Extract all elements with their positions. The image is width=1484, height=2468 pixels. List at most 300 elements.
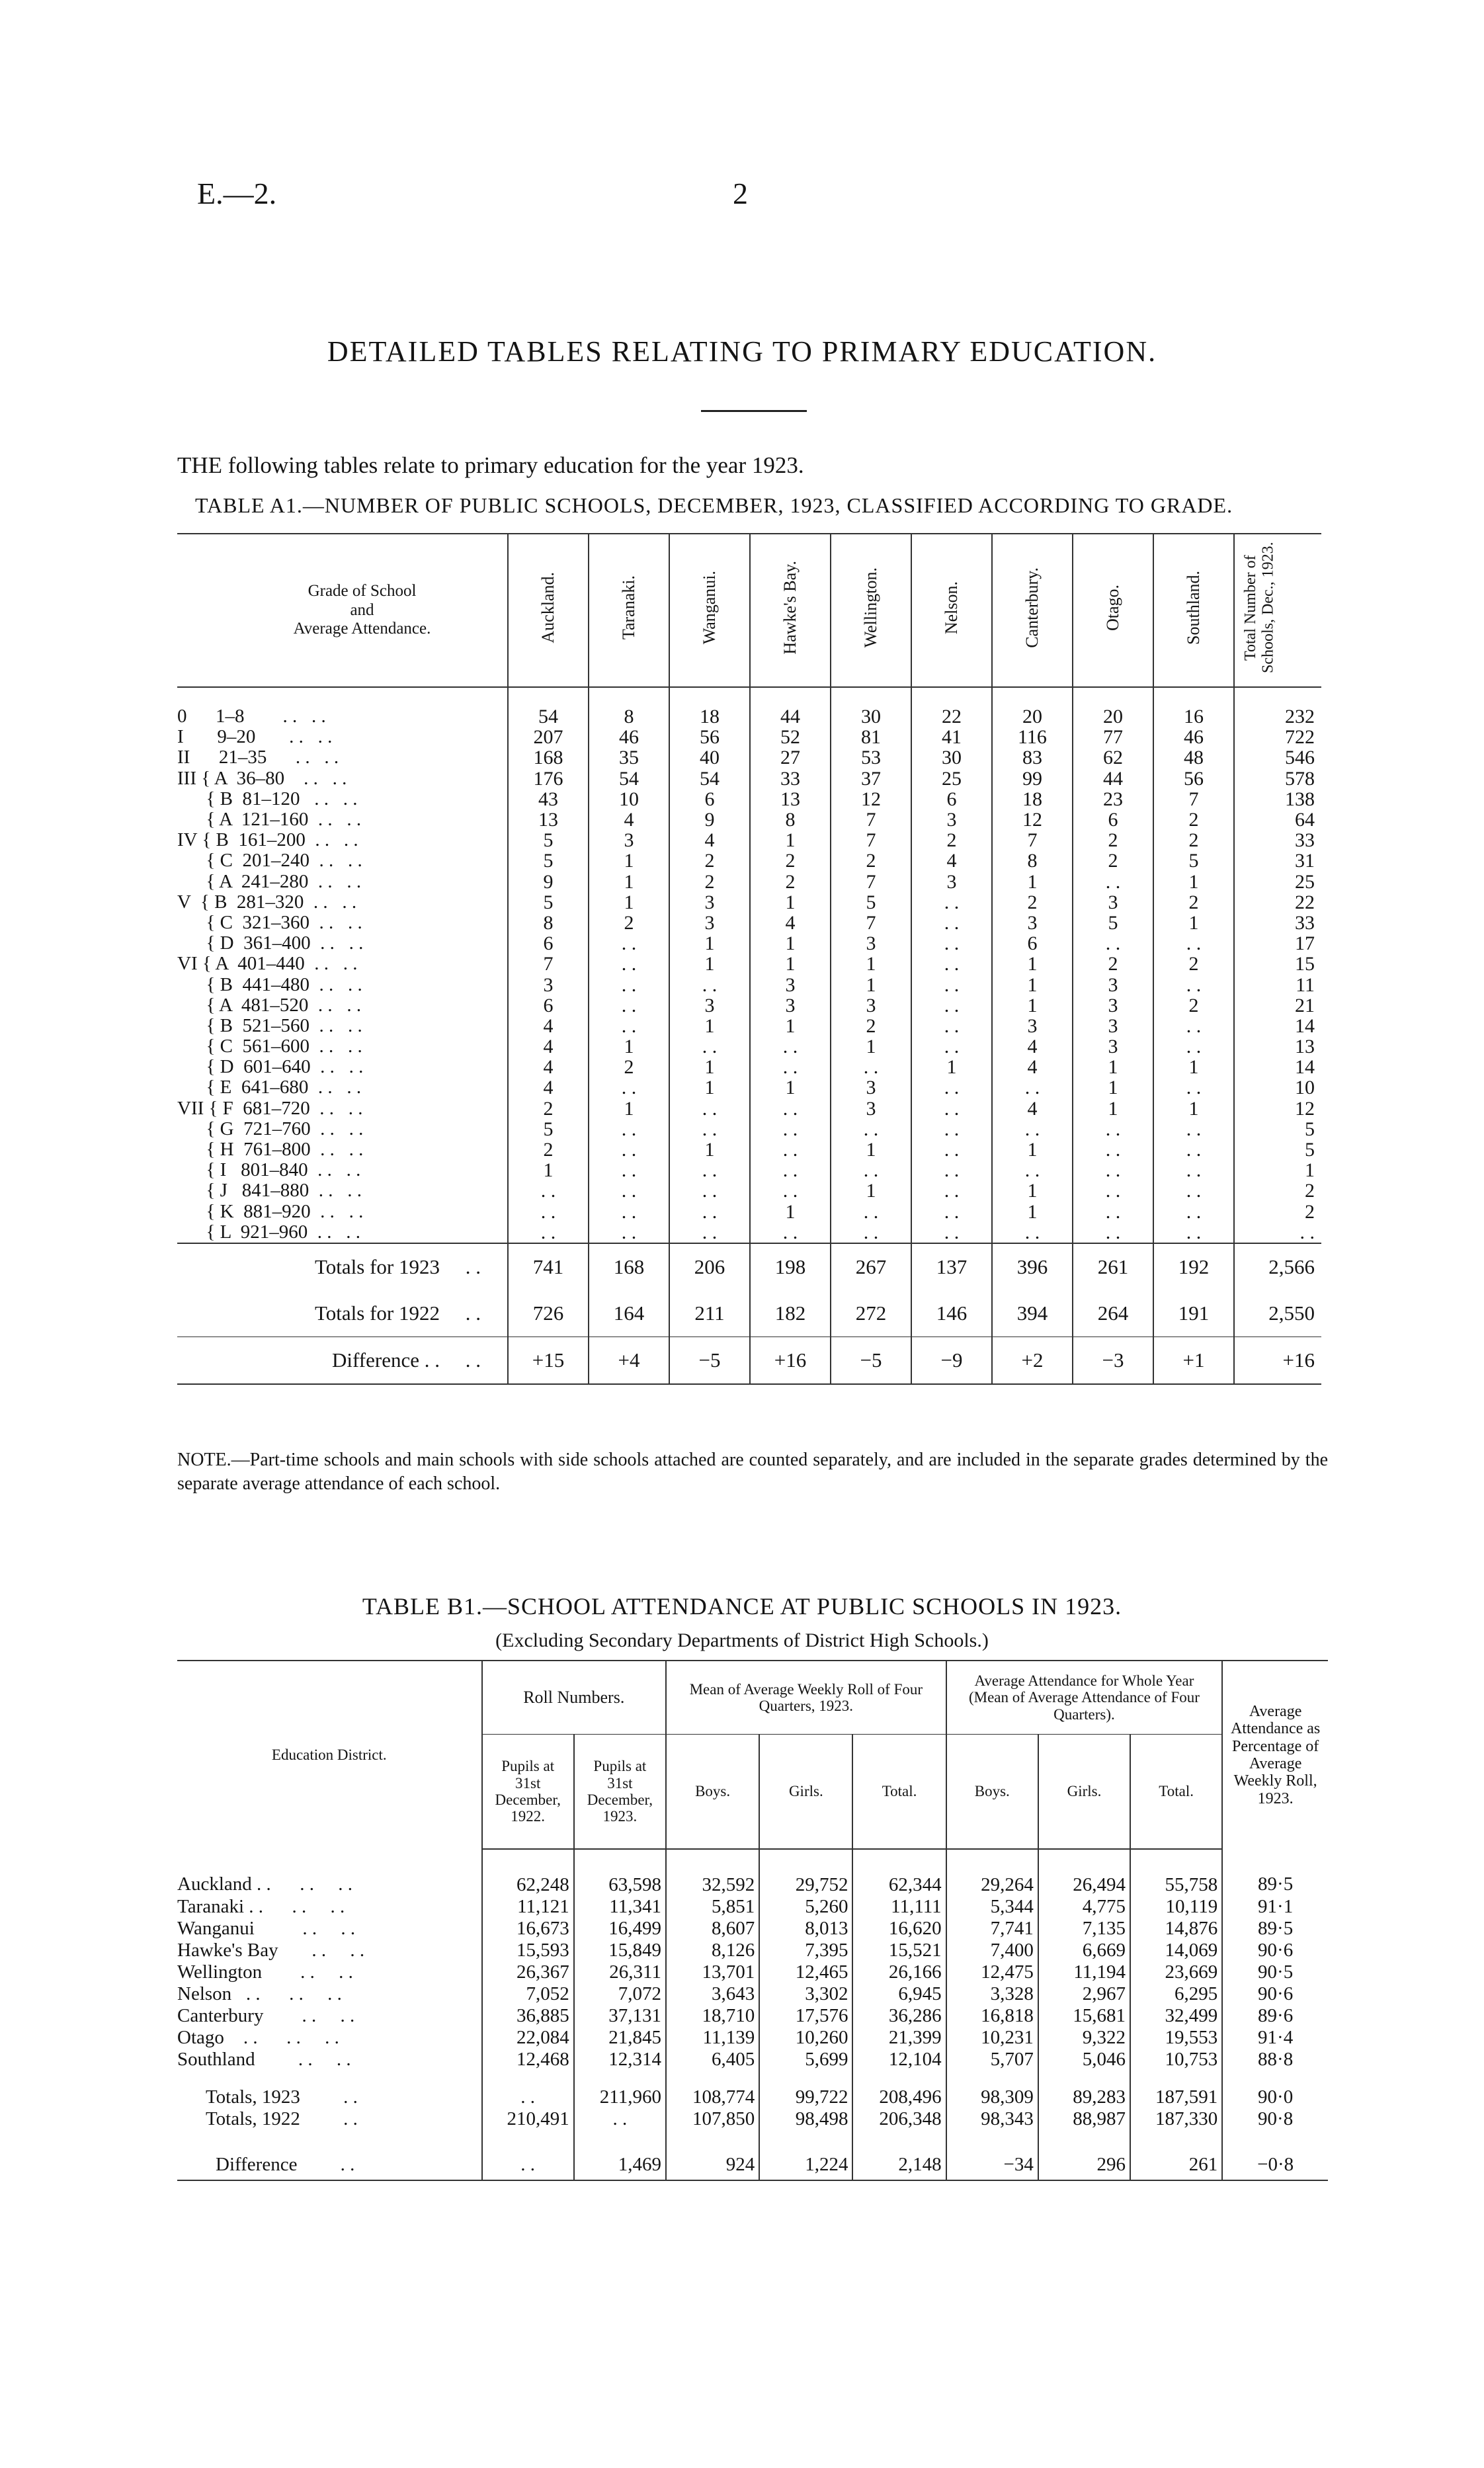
table-cell: 1 bbox=[992, 974, 1073, 995]
table-cell: +2 bbox=[992, 1337, 1073, 1384]
table-cell: 546 bbox=[1234, 747, 1321, 768]
table-row bbox=[177, 1983, 1328, 2004]
table-cell: 187,591 bbox=[1130, 2070, 1222, 2108]
table-cell: 2 bbox=[1234, 1202, 1321, 1222]
table-cell: . . bbox=[750, 1098, 831, 1119]
table-cell: . . bbox=[1153, 1180, 1234, 1201]
table-cell: 41 bbox=[911, 727, 992, 747]
table-cell: . . bbox=[1073, 1139, 1153, 1160]
column-header-label: Wanganui. bbox=[699, 571, 719, 645]
table-cell: 16,818 bbox=[946, 2004, 1038, 2026]
table-cell: 46 bbox=[1153, 727, 1234, 747]
table-cell: 7 bbox=[831, 809, 911, 830]
table-cell: 176 bbox=[508, 768, 589, 789]
table-cell: 14,876 bbox=[1130, 1917, 1222, 1939]
district-header: Education District. bbox=[177, 1661, 482, 1849]
table-cell: 924 bbox=[666, 2129, 759, 2180]
table-cell: 23,669 bbox=[1130, 1961, 1222, 1983]
table-row bbox=[177, 1119, 1321, 1139]
table-cell: 3 bbox=[1073, 995, 1153, 1016]
table-row bbox=[177, 1036, 1321, 1057]
totals-row bbox=[177, 1290, 1321, 1337]
grade-label: { B 521–560 . . . . bbox=[177, 1014, 362, 1036]
table-cell: 1 bbox=[992, 995, 1073, 1016]
table-cell: 191 bbox=[1153, 1290, 1234, 1337]
grade-label: { A 241–280 . . . . bbox=[177, 870, 362, 892]
district-label: Southland . . . . bbox=[177, 2048, 351, 2070]
table-row bbox=[177, 2004, 1328, 2026]
table-cell: 21,399 bbox=[852, 2026, 946, 2048]
table-cell: 1 bbox=[831, 974, 911, 995]
table-cell: 63,598 bbox=[574, 1849, 666, 1895]
table-cell: 2 bbox=[1153, 892, 1234, 913]
table-b1-body bbox=[177, 1849, 1328, 2180]
table-cell: 4 bbox=[750, 913, 831, 933]
table-cell: 15 bbox=[1234, 954, 1321, 974]
column-header bbox=[508, 534, 589, 687]
table-cell: . . bbox=[831, 1202, 911, 1222]
table-cell: 99 bbox=[992, 768, 1073, 789]
table-row bbox=[177, 1160, 1321, 1180]
table-cell: . . bbox=[992, 1160, 1073, 1180]
table-cell: 3 bbox=[508, 974, 589, 995]
table-cell: 22 bbox=[1234, 892, 1321, 913]
table-cell: 187,330 bbox=[1130, 2108, 1222, 2129]
table-cell: 25 bbox=[1234, 872, 1321, 892]
table-cell: 2 bbox=[750, 850, 831, 871]
table-row bbox=[177, 974, 1321, 995]
table-cell: . . bbox=[750, 1160, 831, 1180]
table-cell: 33 bbox=[750, 768, 831, 789]
table-cell: 2 bbox=[1234, 1180, 1321, 1201]
average-attendance-header: Average Attendance for Whole Year (Mean of Average Attendance of Four Quarters). bbox=[946, 1661, 1223, 1735]
table-cell: 5 bbox=[508, 1119, 589, 1139]
table-cell: . . bbox=[911, 1222, 992, 1243]
table-row bbox=[177, 809, 1321, 830]
table-row bbox=[177, 1139, 1321, 1160]
table-cell: . . bbox=[589, 1139, 669, 1160]
table-cell: . . bbox=[1153, 1077, 1234, 1098]
table-cell: 12 bbox=[1234, 1098, 1321, 1119]
table-cell: 5 bbox=[508, 830, 589, 850]
table-cell: 2 bbox=[508, 1139, 589, 1160]
table-row bbox=[177, 1077, 1321, 1098]
table-cell: . . bbox=[992, 1119, 1073, 1139]
column-header bbox=[1234, 534, 1321, 687]
table-cell: 3 bbox=[589, 830, 669, 850]
table-cell: 1 bbox=[992, 954, 1073, 974]
table-row bbox=[177, 892, 1321, 913]
table-cell: 16,673 bbox=[482, 1917, 574, 1939]
table-cell: 11,139 bbox=[666, 2026, 759, 2048]
table-cell: 2 bbox=[1153, 809, 1234, 830]
table-cell: 31 bbox=[1234, 850, 1321, 871]
table-cell: 3 bbox=[831, 1077, 911, 1098]
table-cell: 62,248 bbox=[482, 1849, 574, 1895]
sub-header: Pupils at 31st December, 1923. bbox=[574, 1735, 666, 1850]
table-cell: 6,945 bbox=[852, 1983, 946, 2004]
totals-label: Totals, 1922 . . bbox=[177, 2108, 358, 2129]
grade-label: { D 601–640 . . . . bbox=[177, 1056, 364, 1078]
table-cell: 56 bbox=[1153, 768, 1234, 789]
table-cell: 26,367 bbox=[482, 1961, 574, 1983]
table-cell: 46 bbox=[589, 727, 669, 747]
table-cell: 1 bbox=[750, 1202, 831, 1222]
table-cell: 62,344 bbox=[852, 1849, 946, 1895]
percentage-header: Average Attendance as Percentage of Average Weekly Roll, 1923. bbox=[1222, 1661, 1328, 1849]
table-cell: 1 bbox=[589, 850, 669, 871]
table-cell: −9 bbox=[911, 1337, 992, 1384]
table-cell: 5 bbox=[1234, 1119, 1321, 1139]
table-cell: 4 bbox=[992, 1036, 1073, 1057]
table-cell: 5 bbox=[1153, 850, 1234, 871]
table-cell: 1 bbox=[589, 872, 669, 892]
table-cell: 83 bbox=[992, 747, 1073, 768]
table-row bbox=[177, 727, 1321, 747]
table-cell: 33 bbox=[1234, 830, 1321, 850]
table-cell: 4 bbox=[508, 1077, 589, 1098]
table-cell: 206,348 bbox=[852, 2108, 946, 2129]
table-cell: . . bbox=[831, 1222, 911, 1243]
table-cell: 1 bbox=[750, 1016, 831, 1036]
table-row bbox=[177, 768, 1321, 789]
table-cell: 64 bbox=[1234, 809, 1321, 830]
table-cell: −5 bbox=[831, 1337, 911, 1384]
table-cell: . . bbox=[589, 1119, 669, 1139]
table-cell: 1,224 bbox=[759, 2129, 852, 2180]
table-cell: 3 bbox=[669, 995, 750, 1016]
grade-label: 0 1–8 . . . . bbox=[177, 706, 326, 727]
table-cell: 13 bbox=[508, 809, 589, 830]
table-cell: 20 bbox=[992, 687, 1073, 727]
table-cell: 48 bbox=[1153, 747, 1234, 768]
grade-label: { H 761–800 . . . . bbox=[177, 1139, 364, 1161]
district-label: Otago . . . . . . bbox=[177, 2026, 339, 2048]
table-cell: 4 bbox=[589, 809, 669, 830]
table-cell: 98,343 bbox=[946, 2108, 1038, 2129]
table-cell: 2,967 bbox=[1038, 1983, 1130, 2004]
table-cell: . . bbox=[911, 1016, 992, 1036]
table-cell: 62 bbox=[1073, 747, 1153, 768]
table-cell: 3 bbox=[1073, 974, 1153, 995]
table-cell: 6 bbox=[508, 933, 589, 954]
table-cell: 22,084 bbox=[482, 2026, 574, 2048]
table-cell: 12,465 bbox=[759, 1961, 852, 1983]
table-cell: 6,669 bbox=[1038, 1939, 1130, 1961]
grade-label: { C 201–240 . . . . bbox=[177, 850, 362, 872]
column-header-label: Total Number of Schools, Dec., 1923. bbox=[1241, 542, 1276, 674]
table-cell: 1 bbox=[1073, 1057, 1153, 1077]
table-b1-title: TABLE B1.—SCHOOL ATTENDANCE AT PUBLIC SCHOOLS IN 1923. bbox=[362, 1593, 1122, 1620]
difference-row bbox=[177, 1337, 1321, 1384]
table-cell: 9 bbox=[669, 809, 750, 830]
table-cell: 54 bbox=[669, 768, 750, 789]
table-cell: 16,499 bbox=[574, 1917, 666, 1939]
table-cell: . . bbox=[750, 1222, 831, 1243]
table-cell: +16 bbox=[750, 1337, 831, 1384]
table-cell: 2 bbox=[1153, 954, 1234, 974]
table-cell: . . bbox=[1153, 974, 1234, 995]
table-cell: . . bbox=[831, 1160, 911, 1180]
table-cell: 7 bbox=[831, 913, 911, 933]
table-cell: 5,707 bbox=[946, 2048, 1038, 2070]
table-cell: 77 bbox=[1073, 727, 1153, 747]
table-cell: 722 bbox=[1234, 727, 1321, 747]
table-cell: . . bbox=[669, 1160, 750, 1180]
table-a1-title: TABLE A1.—NUMBER OF PUBLIC SCHOOLS, DECEMBER, 1923, CLASSIFIED ACCORDING TO GRADE. bbox=[195, 493, 1233, 517]
table-cell: −5 bbox=[669, 1337, 750, 1384]
table-cell: 43 bbox=[508, 789, 589, 809]
table-cell: 11,111 bbox=[852, 1895, 946, 1917]
table-cell: 1 bbox=[992, 1180, 1073, 1201]
table-cell: 88,987 bbox=[1038, 2108, 1130, 2129]
column-header bbox=[669, 534, 750, 687]
table-cell: . . bbox=[589, 1077, 669, 1098]
table-cell: 11,341 bbox=[574, 1895, 666, 1917]
table-row bbox=[177, 1917, 1328, 1939]
table-cell: 4 bbox=[992, 1098, 1073, 1119]
column-header-label: Taranaki. bbox=[618, 575, 638, 640]
table-cell: . . bbox=[508, 1222, 589, 1243]
table-cell: 33 bbox=[1234, 913, 1321, 933]
totals-label: Totals, 1923 . . bbox=[177, 2086, 358, 2108]
table-cell: 3 bbox=[831, 1098, 911, 1119]
table-cell: 90·0 bbox=[1222, 2070, 1328, 2108]
table-row bbox=[177, 995, 1321, 1016]
table-cell: 4 bbox=[508, 1057, 589, 1077]
table-cell: 98,309 bbox=[946, 2070, 1038, 2108]
table-cell: 5,260 bbox=[759, 1895, 852, 1917]
table-row bbox=[177, 954, 1321, 974]
table-cell: 578 bbox=[1234, 768, 1321, 789]
table-cell: 3 bbox=[750, 995, 831, 1016]
table-cell: 89·5 bbox=[1222, 1917, 1328, 1939]
table-cell: 210,491 bbox=[482, 2108, 574, 2129]
table-cell: 1 bbox=[589, 1098, 669, 1119]
column-header bbox=[831, 534, 911, 687]
table-cell: 3,643 bbox=[666, 1983, 759, 2004]
table-row bbox=[177, 1016, 1321, 1036]
district-label: Nelson . . . . . . bbox=[177, 1983, 342, 2004]
table-cell: . . bbox=[831, 1057, 911, 1077]
table-cell: 98,498 bbox=[759, 2108, 852, 2129]
district-label: Wellington . . . . bbox=[177, 1961, 353, 1983]
table-cell: . . bbox=[992, 1077, 1073, 1098]
table-cell: 29,752 bbox=[759, 1849, 852, 1895]
table-cell: . . bbox=[589, 1202, 669, 1222]
table-row bbox=[177, 1057, 1321, 1077]
grade-label: IV { B 161–200 . . . . bbox=[177, 829, 358, 851]
column-header-label: Southland. bbox=[1183, 571, 1203, 645]
table-cell: 1 bbox=[750, 933, 831, 954]
table-cell: 7,135 bbox=[1038, 1917, 1130, 1939]
table-a1-header-row bbox=[177, 534, 1321, 687]
table-cell: 5 bbox=[508, 850, 589, 871]
grade-label: { C 321–360 . . . . bbox=[177, 911, 362, 933]
table-cell: 1 bbox=[1073, 1098, 1153, 1119]
table-cell: 1 bbox=[669, 1057, 750, 1077]
table-cell: . . bbox=[911, 995, 992, 1016]
table-cell: . . bbox=[1153, 1016, 1234, 1036]
table-cell: 394 bbox=[992, 1290, 1073, 1337]
table-cell: 1 bbox=[669, 933, 750, 954]
table-cell: 25 bbox=[911, 768, 992, 789]
table-cell: 8,013 bbox=[759, 1917, 852, 1939]
table-cell: . . bbox=[669, 1119, 750, 1139]
table-row bbox=[177, 687, 1321, 727]
table-cell: 208,496 bbox=[852, 2070, 946, 2108]
table-cell: 17,576 bbox=[759, 2004, 852, 2026]
table-cell: 5 bbox=[831, 892, 911, 913]
table-cell: 6 bbox=[669, 789, 750, 809]
table-row bbox=[177, 1202, 1321, 1222]
table-cell: 40 bbox=[669, 747, 750, 768]
sub-header: Boys. bbox=[666, 1735, 759, 1850]
table-cell: . . bbox=[1153, 1222, 1234, 1243]
running-header-left: E.—2. bbox=[197, 177, 277, 210]
table-cell: 1 bbox=[589, 892, 669, 913]
table-cell: 4,775 bbox=[1038, 1895, 1130, 1917]
table-cell: . . bbox=[589, 1222, 669, 1243]
table-cell: 13 bbox=[750, 789, 831, 809]
table-cell: . . bbox=[1073, 1202, 1153, 1222]
table-cell: 2 bbox=[1153, 830, 1234, 850]
table-cell: 3 bbox=[1073, 892, 1153, 913]
table-cell: 206 bbox=[669, 1243, 750, 1290]
mean-weekly-roll-header: Mean of Average Weekly Roll of Four Quarters, 1923. bbox=[666, 1661, 946, 1735]
table-cell: . . bbox=[669, 1202, 750, 1222]
table-cell: . . bbox=[589, 1180, 669, 1201]
table-cell: 90·5 bbox=[1222, 1961, 1328, 1983]
table-cell: . . bbox=[750, 1057, 831, 1077]
grade-label: { C 561–600 . . . . bbox=[177, 1036, 362, 1057]
table-cell: 146 bbox=[911, 1290, 992, 1337]
table-cell: 198 bbox=[750, 1243, 831, 1290]
grade-label: { E 641–680 . . . . bbox=[177, 1077, 362, 1098]
table-cell: 10,119 bbox=[1130, 1895, 1222, 1917]
table-cell: 3 bbox=[911, 872, 992, 892]
table-cell: . . bbox=[669, 1098, 750, 1119]
table-cell: 88·8 bbox=[1222, 2048, 1328, 2070]
table-cell: . . bbox=[1073, 1160, 1153, 1180]
grade-label: { L 921–960 . . . . bbox=[177, 1221, 361, 1243]
table-cell: 261 bbox=[1073, 1243, 1153, 1290]
table-cell: . . bbox=[669, 1222, 750, 1243]
table-cell: . . bbox=[911, 954, 992, 974]
table-cell: 16 bbox=[1153, 687, 1234, 727]
table-cell: 1 bbox=[831, 1036, 911, 1057]
column-header bbox=[750, 534, 831, 687]
table-cell: 3,302 bbox=[759, 1983, 852, 2004]
table-cell: . . bbox=[1153, 1139, 1234, 1160]
table-cell: +4 bbox=[589, 1337, 669, 1384]
table-cell: . . bbox=[508, 1180, 589, 1201]
totals-label: Difference . . . . bbox=[177, 1337, 508, 1384]
table-cell: 1 bbox=[992, 1202, 1073, 1222]
table-cell: 90·6 bbox=[1222, 1939, 1328, 1961]
table-cell: 13,701 bbox=[666, 1961, 759, 1983]
grade-label: VI { A 401–440 . . . . bbox=[177, 953, 358, 975]
table-cell: 1 bbox=[1153, 913, 1234, 933]
table-cell: 4 bbox=[669, 830, 750, 850]
table-cell: 1 bbox=[750, 892, 831, 913]
column-header bbox=[1073, 534, 1153, 687]
table-cell: 726 bbox=[508, 1290, 589, 1337]
table-cell: . . bbox=[669, 974, 750, 995]
table-cell: . . bbox=[911, 933, 992, 954]
table-cell: 1 bbox=[831, 1180, 911, 1201]
table-cell: 91·4 bbox=[1222, 2026, 1328, 2048]
table-cell: . . bbox=[1073, 872, 1153, 892]
totals-label: Totals for 1923 . . bbox=[177, 1243, 508, 1290]
table-cell: . . bbox=[750, 1180, 831, 1201]
page-number: 2 bbox=[733, 177, 748, 210]
table-cell: . . bbox=[589, 954, 669, 974]
table-row bbox=[177, 1180, 1321, 1201]
table-cell: . . bbox=[911, 1160, 992, 1180]
table-cell: . . bbox=[1153, 933, 1234, 954]
table-cell: 1 bbox=[669, 1139, 750, 1160]
table-cell: 1 bbox=[750, 830, 831, 850]
table-cell: 23 bbox=[1073, 789, 1153, 809]
table-cell: 2 bbox=[1073, 850, 1153, 871]
table-cell: 2 bbox=[669, 850, 750, 871]
table-cell: 10 bbox=[589, 789, 669, 809]
table-a1-note: NOTE.—Part-time schools and main schools with side schools attached are counted separately, and are included in the separate grades determined by the separate average attendance of each school. bbox=[177, 1450, 1328, 1494]
table-cell: 89·5 bbox=[1222, 1849, 1328, 1895]
table-cell: 26,311 bbox=[574, 1961, 666, 1983]
table-cell: 5 bbox=[1234, 1139, 1321, 1160]
table-cell: 81 bbox=[831, 727, 911, 747]
table-cell: . . bbox=[1073, 1180, 1153, 1201]
table-cell: 10,753 bbox=[1130, 2048, 1222, 2070]
table-cell: . . bbox=[911, 1139, 992, 1160]
table-cell: 18 bbox=[992, 789, 1073, 809]
table-b1 bbox=[177, 1660, 1328, 2181]
table-cell: 30 bbox=[831, 687, 911, 727]
table-cell: 3 bbox=[669, 913, 750, 933]
grade-label: VII { F 681–720 . . . . bbox=[177, 1097, 363, 1119]
table-cell: . . bbox=[589, 1160, 669, 1180]
table-cell: . . bbox=[1234, 1222, 1321, 1243]
table-cell: . . bbox=[911, 1036, 992, 1057]
table-cell: 11,194 bbox=[1038, 1961, 1130, 1983]
table-cell: 7 bbox=[508, 954, 589, 974]
table-cell: 8,126 bbox=[666, 1939, 759, 1961]
table-cell: 267 bbox=[831, 1243, 911, 1290]
table-cell: 54 bbox=[508, 687, 589, 727]
table-cell: 4 bbox=[992, 1057, 1073, 1077]
table-row bbox=[177, 850, 1321, 871]
district-label: Hawke's Bay . . . . bbox=[177, 1939, 365, 1961]
table-row bbox=[177, 913, 1321, 933]
table-cell: 32,592 bbox=[666, 1849, 759, 1895]
table-cell: 1 bbox=[750, 954, 831, 974]
table-cell: 741 bbox=[508, 1243, 589, 1290]
table-cell: 37,131 bbox=[574, 2004, 666, 2026]
table-cell: . . bbox=[1153, 1036, 1234, 1057]
table-cell: 9,322 bbox=[1038, 2026, 1130, 2048]
table-cell: 1 bbox=[750, 1077, 831, 1098]
table-cell: 2,148 bbox=[852, 2129, 946, 2180]
table-cell: 20 bbox=[1073, 687, 1153, 727]
table-cell: 296 bbox=[1038, 2129, 1130, 2180]
table-cell: 7,072 bbox=[574, 1983, 666, 2004]
table-cell: 12 bbox=[992, 809, 1073, 830]
table-cell: . . bbox=[669, 1180, 750, 1201]
grade-label: { B 81–120 . . . . bbox=[177, 788, 358, 809]
table-cell: 12,468 bbox=[482, 2048, 574, 2070]
